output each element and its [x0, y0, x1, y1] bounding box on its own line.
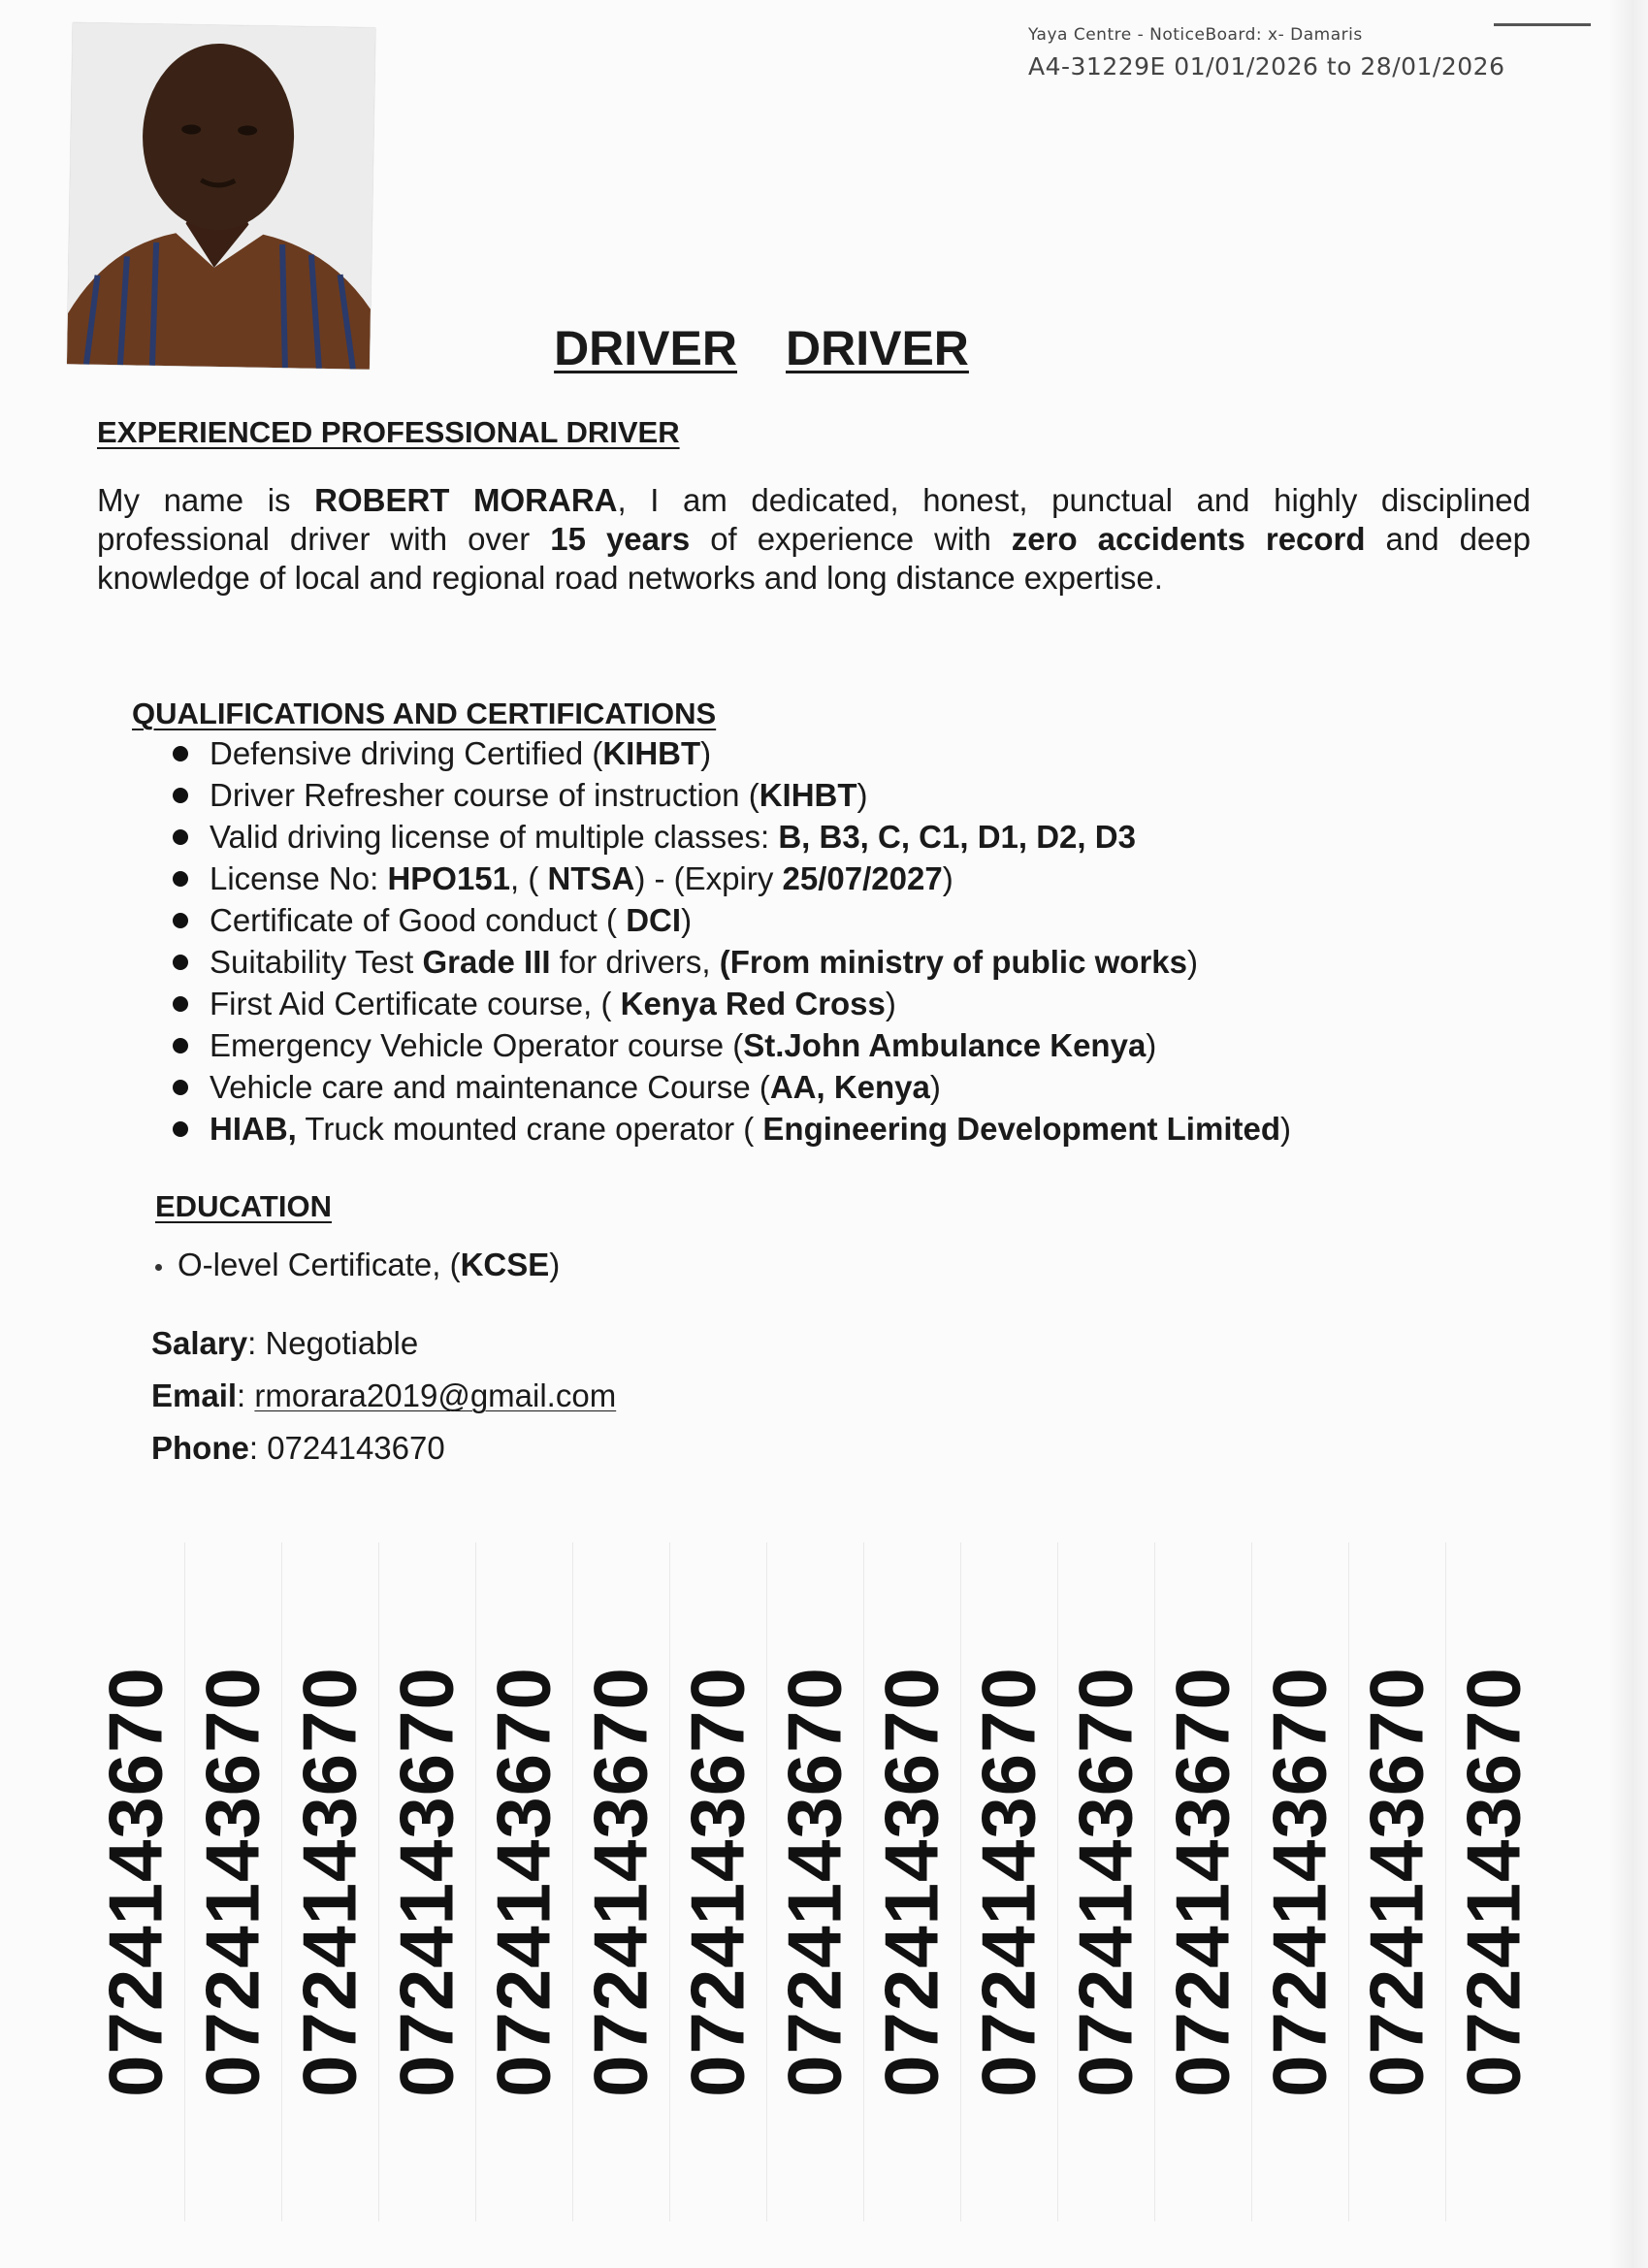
- tab-cut-line: [863, 1542, 864, 2221]
- qualifications-list: [173, 732, 1291, 1150]
- tear-tab-phone: 0724143670: [577, 1667, 663, 2097]
- item-bold: Engineering Development Limited: [762, 1111, 1280, 1147]
- tear-tab-phone: 0724143670: [1450, 1667, 1536, 2097]
- item-text: ) - (Expiry: [634, 860, 783, 896]
- item-text: First Aid Certificate course, (: [210, 986, 621, 1021]
- tear-tab-phone: 0724143670: [480, 1667, 566, 2097]
- tab-cut-line: [184, 1542, 185, 2221]
- summary-text-1: My name is: [97, 482, 315, 518]
- list-item: [173, 941, 1291, 983]
- item-text: ): [681, 902, 693, 938]
- item-text: , (: [510, 860, 548, 896]
- item-text: for drivers,: [550, 944, 720, 980]
- education-heading: EDUCATION: [155, 1189, 332, 1223]
- tab-cut-line: [378, 1542, 379, 2221]
- summary-text-3: of experience with: [690, 521, 1012, 557]
- tear-tab-phone: 0724143670: [674, 1667, 760, 2097]
- qualifications-heading: QUALIFICATIONS AND CERTIFICATIONS: [132, 697, 717, 730]
- email-label: Email: [151, 1377, 238, 1413]
- tear-tab-phone: 0724143670: [92, 1667, 178, 2097]
- item-text: ): [700, 735, 712, 771]
- tear-tab[interactable]: [1251, 1571, 1348, 2192]
- item-text: Defensive driving Certified (: [210, 735, 603, 771]
- summary-text-2: , I am dedicated, honest, punctual and highly disciplined professional driver with over: [97, 482, 1532, 557]
- tear-tab[interactable]: [766, 1571, 863, 2192]
- list-item: [173, 732, 1291, 774]
- tear-tab-phone: 0724143670: [1159, 1667, 1245, 2097]
- education-bold: KCSE: [460, 1247, 550, 1282]
- item-bold: HIAB,: [210, 1111, 297, 1147]
- tear-tab-phone: 0724143670: [868, 1667, 954, 2097]
- tab-cut-line: [1251, 1542, 1252, 2221]
- tear-tab-phone: 0724143670: [383, 1667, 469, 2097]
- list-item: [173, 899, 1291, 941]
- bullet-dot: [155, 1264, 162, 1271]
- item-bold: 25/07/2027: [782, 860, 943, 896]
- tab-cut-line: [766, 1542, 767, 2221]
- tab-cut-line: [1057, 1542, 1058, 2221]
- education-item: [155, 1247, 560, 1283]
- tear-tab-phone: 0724143670: [965, 1667, 1051, 2097]
- list-item: [173, 1108, 1291, 1150]
- item-text: ): [1187, 944, 1198, 980]
- list-item: [173, 816, 1291, 858]
- tear-tab[interactable]: [1445, 1571, 1542, 2192]
- item-text: ): [929, 1069, 941, 1105]
- candidate-name: ROBERT MORARA: [314, 482, 618, 518]
- item-bold: Grade III: [422, 944, 551, 980]
- email-line: Email: rmorara2019@gmail.com: [151, 1377, 617, 1413]
- tear-tab[interactable]: [863, 1571, 960, 2192]
- tab-cut-line: [475, 1542, 476, 2221]
- education-text-end: ): [549, 1247, 561, 1282]
- main-title-part-1: DRIVER: [554, 321, 737, 375]
- item-text: Valid driving license of multiple classes:: [210, 819, 779, 855]
- tear-tab[interactable]: [1348, 1571, 1445, 2192]
- item-bold: B, B3, C, C1, D1, D2, D3: [778, 819, 1136, 855]
- tear-off-tabs: [87, 1571, 1600, 2192]
- tab-cut-line: [281, 1542, 282, 2221]
- item-bold: HPO151: [387, 860, 511, 896]
- profile-summary: [97, 481, 1531, 598]
- tab-cut-line: [1445, 1542, 1446, 2221]
- tab-cut-line: [1154, 1542, 1155, 2221]
- profile-photo: [67, 22, 375, 369]
- list-item: [173, 1066, 1291, 1108]
- tear-tab[interactable]: [184, 1571, 281, 2192]
- salary-value: Negotiable: [265, 1325, 419, 1361]
- tear-tab-phone: 0724143670: [286, 1667, 372, 2097]
- item-text: Suitability Test: [210, 944, 423, 980]
- tear-tab[interactable]: [1057, 1571, 1154, 2192]
- tear-tab[interactable]: [572, 1571, 669, 2192]
- tear-tab-phone: 0724143670: [1062, 1667, 1148, 2097]
- noticeboard-stamp: [1028, 25, 1504, 81]
- tear-tab-phone: 0724143670: [1353, 1667, 1439, 2097]
- list-item: [173, 774, 1291, 816]
- item-text: Vehicle care and maintenance Course (: [210, 1069, 770, 1105]
- item-text: Emergency Vehicle Operator course (: [210, 1027, 744, 1063]
- experience-years: 15 years: [550, 521, 691, 557]
- phone-line: Phone: 0724143670: [151, 1430, 445, 1466]
- item-text: ): [942, 860, 953, 896]
- stamp-line-2: A4-31229E 01/01/2026 to 28/01/2026: [1028, 52, 1505, 81]
- salary-line: Salary: Negotiable: [151, 1325, 419, 1361]
- item-text: Certificate of Good conduct (: [210, 902, 627, 938]
- email-link[interactable]: rmorara2019@gmail.com: [254, 1377, 617, 1413]
- item-bold: (From ministry of public works: [719, 944, 1187, 980]
- education-text: O-level Certificate, (: [178, 1247, 461, 1282]
- tear-tab-phone: 0724143670: [1256, 1667, 1342, 2097]
- item-text: ): [885, 986, 896, 1021]
- tear-tab-phone: 0724143670: [189, 1667, 275, 2097]
- item-bold: KIHBT: [602, 735, 701, 771]
- tear-tab[interactable]: [281, 1571, 378, 2192]
- phone-label: Phone: [151, 1430, 249, 1466]
- list-item: [173, 983, 1291, 1024]
- tab-cut-line: [960, 1542, 961, 2221]
- item-bold: KIHBT: [759, 777, 857, 813]
- tear-tab[interactable]: [960, 1571, 1057, 2192]
- tear-tab[interactable]: [1154, 1571, 1251, 2192]
- tear-tab[interactable]: [669, 1571, 766, 2192]
- phone-value: 0724143670: [267, 1430, 445, 1466]
- tab-cut-line: [1348, 1542, 1349, 2221]
- main-title: [0, 320, 1523, 376]
- salary-label: Salary: [151, 1325, 248, 1361]
- item-text: Truck mounted crane operator (: [296, 1111, 763, 1147]
- list-item: [173, 1024, 1291, 1066]
- profile-heading: EXPERIENCED PROFESSIONAL DRIVER: [97, 415, 680, 449]
- tear-tab-phone: 0724143670: [771, 1667, 857, 2097]
- page-edge-shadow: [1609, 0, 1648, 2268]
- tear-tab[interactable]: [378, 1571, 475, 2192]
- item-bold: St.John Ambulance Kenya: [743, 1027, 1147, 1063]
- tab-cut-line: [669, 1542, 670, 2221]
- item-text: Driver Refresher course of instruction (: [210, 777, 759, 813]
- item-text: ): [1279, 1111, 1291, 1147]
- item-text: License No:: [210, 860, 388, 896]
- accident-record: zero accidents record: [1011, 521, 1366, 557]
- item-text: ): [856, 777, 868, 813]
- summary-text-4: and deep knowledge of local and regional road networks and long distance expertise.: [97, 521, 1531, 596]
- item-text: ): [1146, 1027, 1157, 1063]
- tear-tab[interactable]: [87, 1571, 184, 2192]
- list-item: [173, 858, 1291, 899]
- stamp-line-1: Yaya Centre - NoticeBoard: x- Damaris: [1028, 25, 1363, 45]
- item-bold: DCI: [626, 902, 682, 938]
- stamp-mark: [1494, 23, 1591, 26]
- tear-tab[interactable]: [475, 1571, 572, 2192]
- item-bold: AA, Kenya: [769, 1069, 930, 1105]
- item-bold: NTSA: [547, 860, 635, 896]
- portrait-image: [67, 22, 375, 369]
- main-title-part-2: DRIVER: [786, 321, 969, 375]
- item-bold: Kenya Red Cross: [620, 986, 886, 1021]
- tab-cut-line: [572, 1542, 573, 2221]
